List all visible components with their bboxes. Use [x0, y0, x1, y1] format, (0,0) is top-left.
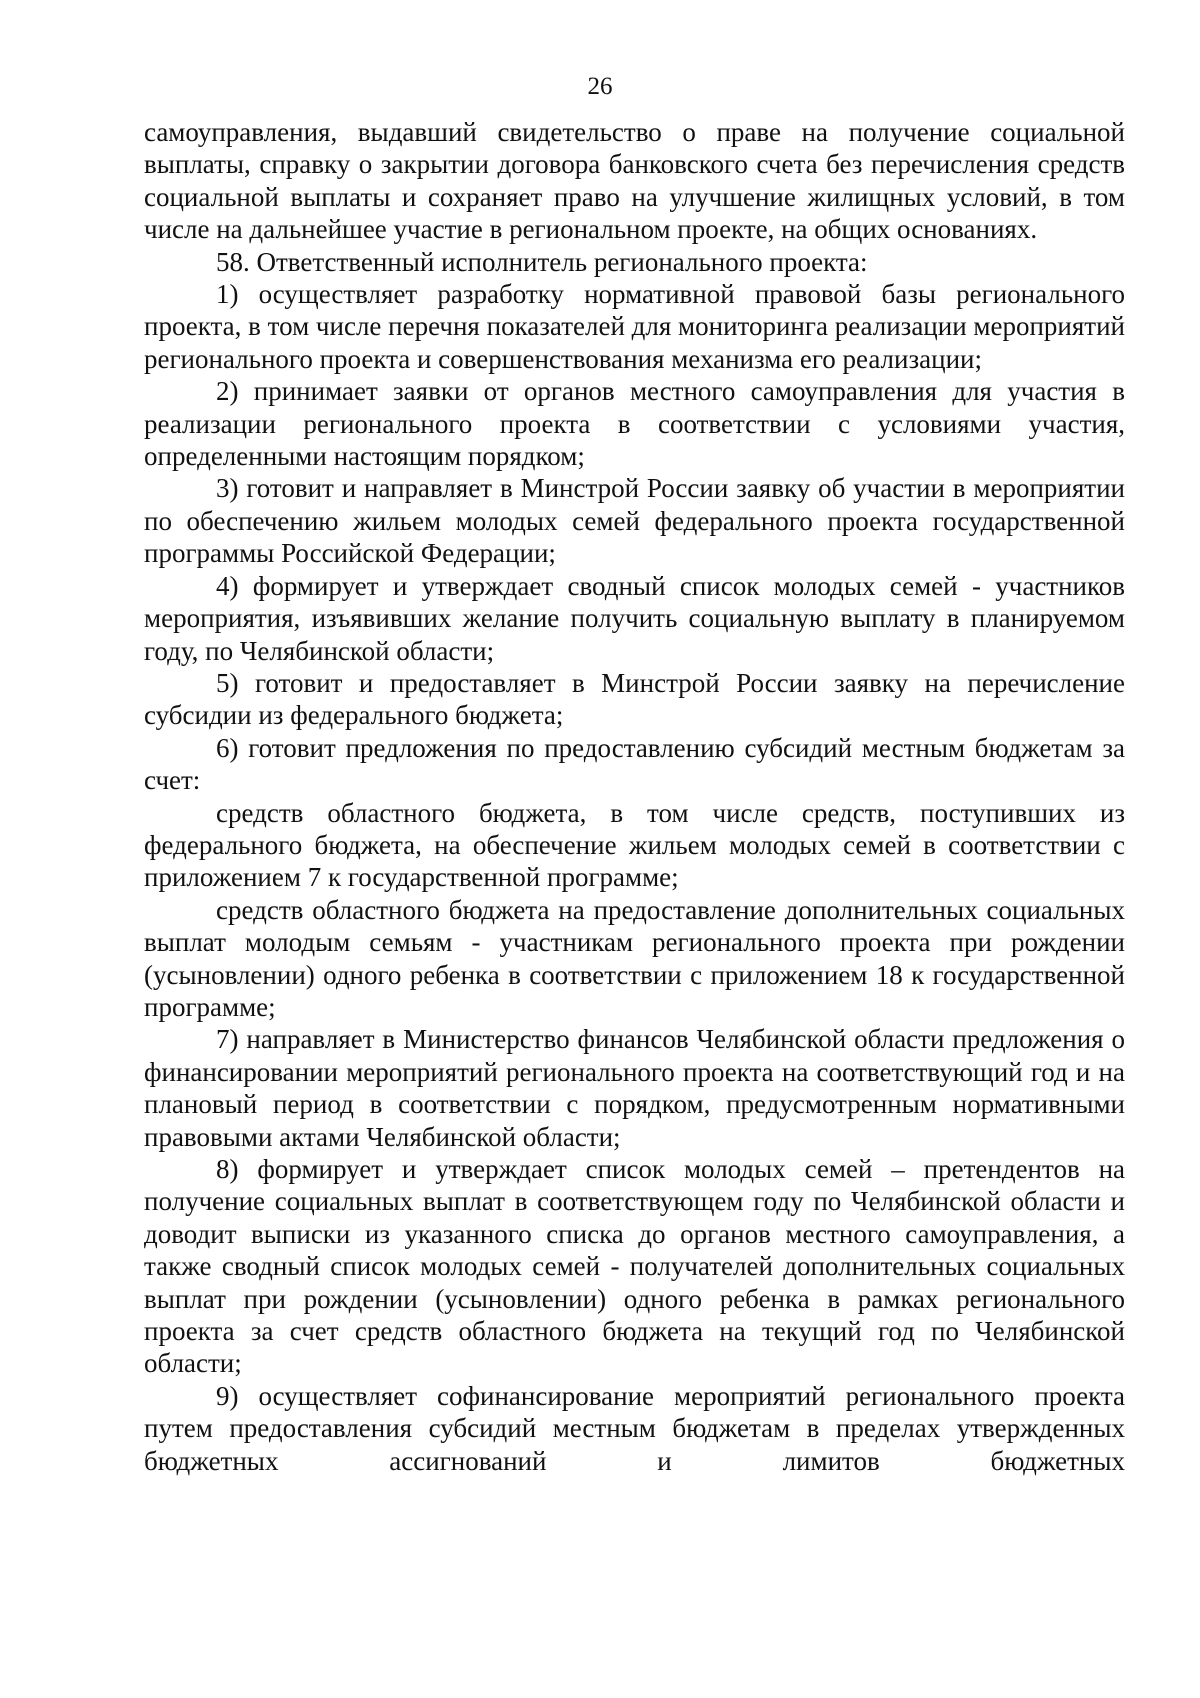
- document-body: [144, 116, 1125, 1477]
- paragraph-item-8: 8) формирует и утверждает список молодых семей – претендентов на получение социальных выплат в соответствующем году по Челябинской области и доводит выписки из указанного списка до органов местного самоуправления, а также сводный список молодых семей - получателей дополнительных социальных выплат при рождении (усыновлении) одного ребенка в рамках регионального проекта за счет средств областного бюджета на текущий год по Челябинской области;: [144, 1154, 1125, 1379]
- paragraph-item-6-sub-2: средств областного бюджета на предоставление дополнительных социальных выплат молодым семьям - участникам регионального проекта при рождении (усыновлении) одного ребенка в соответствии с приложением 18 к государственной программе;: [144, 894, 1125, 1022]
- paragraph-item-9: 9) осуществляет софинансирование мероприятий регионального проекта путем предоставления субсидий местным бюджетам в пределах утвержденных бюджетных ассигнований и лимитов бюджетных: [144, 1380, 1125, 1476]
- paragraph-item-6-sub-1: средств областного бюджета, в том числе средств, поступивших из федерального бюджета, на обеспечение жильем молодых семей в соответствии с приложением 7 к государственной программе;: [144, 797, 1125, 893]
- paragraph-continuation: самоуправления, выдавший свидетельство о праве на получение социальной выплаты, справку о закрытии договора банковского счета без перечисления средств социальной выплаты и сохраняет право на улучшение жилищных условий, в том числе на дальнейшее участие в региональном проекте, на общих основаниях.: [144, 117, 1125, 245]
- paragraph-item-1: 1) осуществляет разработку нормативной правовой базы регионального проекта, в том числе перечня показателей для мониторинга реализации мероприятий регионального проекта и совершенствования механизма его реализации;: [144, 279, 1125, 374]
- paragraph-item-5: 5) готовит и предоставляет в Минстрой России заявку на перечисление субсидии из федерального бюджета;: [144, 667, 1125, 731]
- paragraph-item-6: 6) готовит предложения по предоставлению субсидий местным бюджетам за счет:: [144, 732, 1125, 796]
- paragraph-item-2: 2) принимает заявки от органов местного самоуправления для участия в реализации регионального проекта в соответствии с условиями участия, определенными настоящим порядком;: [144, 376, 1125, 472]
- paragraph-item-7: 7) направляет в Министерство финансов Челябинской области предложения о финансировании мероприятий регионального проекта на соответствующий год и на плановый период в соответствии с порядком, предусмотренным нормативными правовыми актами Челябинской области;: [144, 1024, 1125, 1152]
- page-number: 26: [587, 73, 613, 100]
- paragraph-item-4: 4) формирует и утверждает сводный список молодых семей - участников мероприятия, изъявивших желание получить социальную выплату в планируемом году, по Челябинской области;: [144, 570, 1125, 666]
- paragraph-item-58: 58. Ответственный исполнитель регионального проекта:: [216, 246, 868, 277]
- paragraph-item-3: 3) готовит и направляет в Минстрой России заявку об участии в мероприятии по обеспечению жильем молодых семей федерального проекта государственной программы Российской Федерации;: [144, 473, 1125, 569]
